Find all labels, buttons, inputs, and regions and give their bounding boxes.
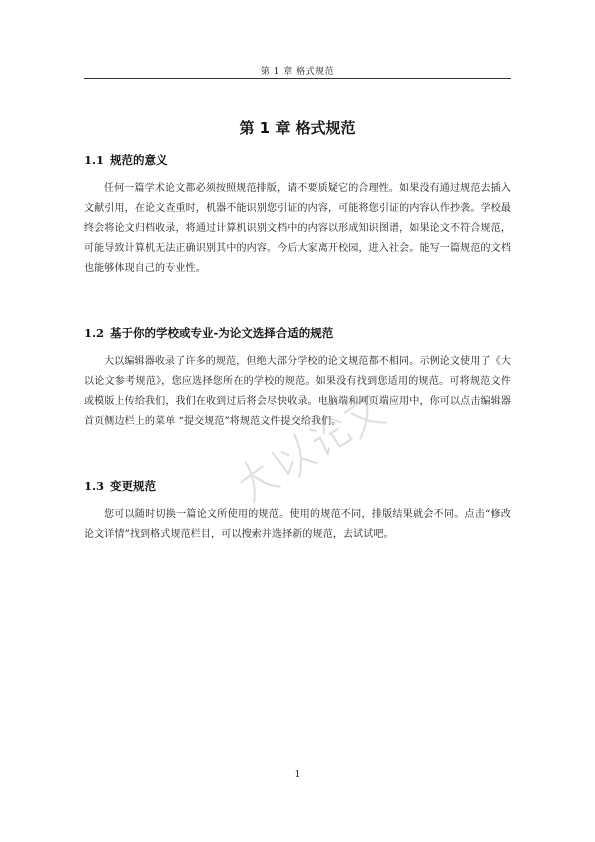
- section-heading: [84, 325, 511, 341]
- section-number: 1.2: [84, 326, 105, 340]
- section-number: 1.1: [84, 153, 105, 167]
- section-heading: [84, 478, 511, 494]
- section-1-1: [84, 152, 511, 279]
- section-1-2: [84, 325, 511, 432]
- body-paragraph: 您可以随时切换一篇论文所使用的规范。使用的规范不同，排版结果就会不同。点击“修改论文详情”找到格式规范栏目，可以搜索并选择新的规范，去试试吧。: [84, 509, 511, 540]
- header-rule: [84, 78, 511, 79]
- section-title: 基于你的学校或专业-为论文选择合适的规范: [110, 326, 334, 340]
- body-paragraph: 大以编辑器收录了许多的规范，但绝大部分学校的论文规范都不相同。示例论文使用了《大以论文参考规范》，您应选择您所在的学校的规范。如果没有找到您适用的规范。可将规范文件或模版上传给我们，我们在收到过后将会尽快收录。电脑端和网页端应用中，你可以点击编辑器首页侧边栏上的菜单 “提交规范”将规范文件提交给我们。: [84, 356, 511, 427]
- page-number: 1: [294, 770, 301, 780]
- section-title: 变更规范: [110, 479, 156, 493]
- section-1-3: [84, 478, 511, 545]
- section-heading: [84, 152, 511, 168]
- running-header: 第 1 章 格式规范: [260, 67, 335, 77]
- section-number: 1.3: [84, 479, 105, 493]
- section-title: 规范的意义: [110, 153, 168, 167]
- body-paragraph: 任何一篇学术论文都必须按照规范排版，请不要质疑它的合理性。如果没有通过规范去插入文献引用，在论文查重时，机器不能识别您引证的内容，可能将您引证的内容认作抄袭。学校最终会将论文归档收录，将通过计算机识别文档中的内容以形成知识图谱，如果论文不符合规范，可能导致计算机无法正确识别其中的内容。今后大家离开校园，进入社会。能写一篇规范的文档也能够体现自己的专业性。: [84, 183, 511, 274]
- chapter-title: 第 1 章 格式规范: [239, 119, 356, 137]
